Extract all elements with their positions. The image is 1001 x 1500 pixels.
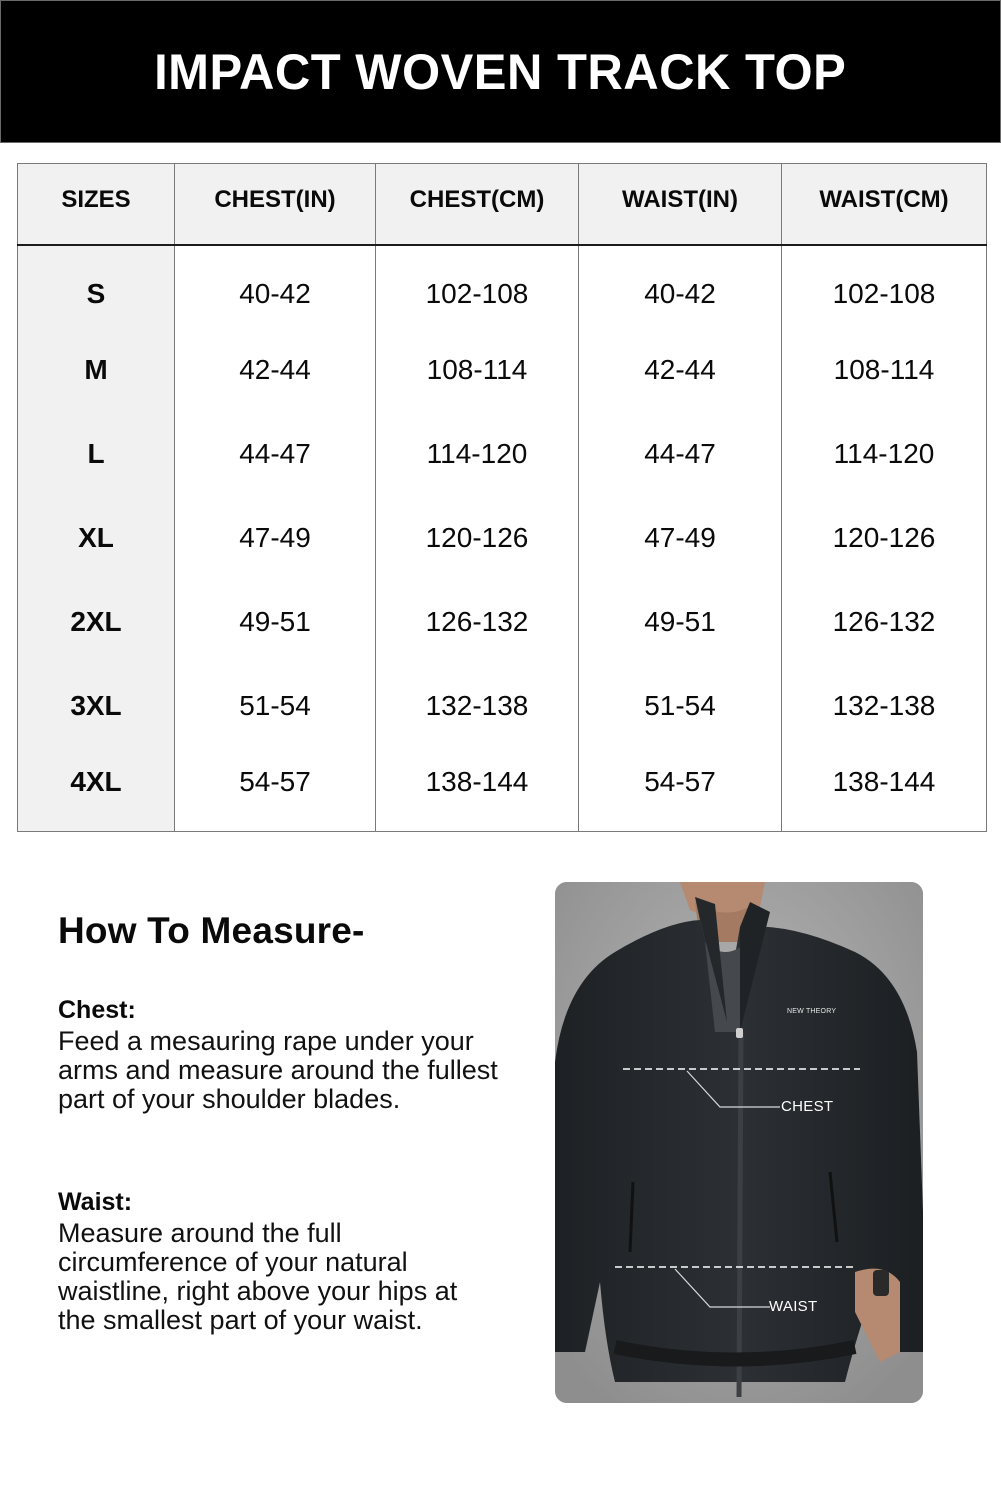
jacket-illustration: [555, 882, 923, 1403]
waist-in-cell: 44-47: [579, 412, 782, 496]
chest-description: Feed a mesauring rape under your arms and measure around the fullest part of your shoulder blades.: [58, 1026, 498, 1114]
waist-in-cell: 42-44: [579, 328, 782, 412]
size-cell: L: [18, 412, 175, 496]
jacket-model-photo: [555, 882, 923, 1403]
waist-in-cell: 51-54: [579, 664, 782, 748]
table-row: [18, 580, 987, 664]
table-row: [18, 664, 987, 748]
column-header-chest-cm: CHEST(CM): [376, 164, 579, 245]
waist-in-cell: 54-57: [579, 748, 782, 832]
chest-cm-cell: 114-120: [376, 412, 579, 496]
waist-cm-cell: 132-138: [782, 664, 987, 748]
waist-instructions: [58, 1188, 528, 1335]
chest-in-cell: 42-44: [175, 328, 376, 412]
waist-in-cell: 40-42: [579, 245, 782, 329]
chest-in-cell: 54-57: [175, 748, 376, 832]
chest-in-cell: 47-49: [175, 496, 376, 580]
waist-cm-cell: 126-132: [782, 580, 987, 664]
chest-in-cell: 44-47: [175, 412, 376, 496]
waist-cm-cell: 108-114: [782, 328, 987, 412]
waist-label-overlay: WAIST: [769, 1298, 818, 1315]
column-header-waist-in: WAIST(IN): [579, 164, 782, 245]
waist-in-cell: 47-49: [579, 496, 782, 580]
table-row: [18, 412, 987, 496]
chest-in-cell: 51-54: [175, 664, 376, 748]
brand-logo: NEW THEORY: [787, 1008, 837, 1015]
zipper-line: [739, 1032, 741, 1397]
waist-cm-cell: 120-126: [782, 496, 987, 580]
title-banner: [0, 0, 1001, 143]
column-header-waist-cm: WAIST(CM): [782, 164, 987, 245]
waist-cm-cell: 102-108: [782, 245, 987, 329]
size-cell: M: [18, 328, 175, 412]
table-row: [18, 245, 987, 329]
column-header-chest-in: CHEST(IN): [175, 164, 376, 245]
chest-label: Chest:: [58, 996, 136, 1024]
table-header-row: [18, 164, 987, 245]
waist-description: Measure around the full circumference of your natural waistline, right above your hips at the smallest part of your waist.: [58, 1218, 458, 1335]
size-chart-table: [17, 163, 987, 832]
page-title: IMPACT WOVEN TRACK TOP: [154, 43, 847, 100]
chest-cm-cell: 132-138: [376, 664, 579, 748]
chest-cm-cell: 126-132: [376, 580, 579, 664]
table-row: [18, 496, 987, 580]
zipper-pull: [736, 1028, 743, 1038]
waist-label: Waist:: [58, 1188, 133, 1216]
watch-icon: [873, 1270, 889, 1296]
size-cell: S: [18, 245, 175, 329]
chest-in-cell: 49-51: [175, 580, 376, 664]
chest-cm-cell: 138-144: [376, 748, 579, 832]
size-cell: 4XL: [18, 748, 175, 832]
waist-cm-cell: 114-120: [782, 412, 987, 496]
table-row: [18, 748, 987, 832]
waist-in-cell: 49-51: [579, 580, 782, 664]
table-row: [18, 328, 987, 412]
chest-instructions: [58, 996, 528, 1114]
size-cell: 3XL: [18, 664, 175, 748]
size-cell: 2XL: [18, 580, 175, 664]
waist-cm-cell: 138-144: [782, 748, 987, 832]
column-header-sizes: SIZES: [18, 164, 175, 245]
chest-label-overlay: CHEST: [781, 1098, 834, 1115]
how-to-measure-heading: How To Measure-: [58, 910, 365, 951]
chest-cm-cell: 102-108: [376, 245, 579, 329]
chest-in-cell: 40-42: [175, 245, 376, 329]
size-cell: XL: [18, 496, 175, 580]
chest-cm-cell: 120-126: [376, 496, 579, 580]
how-to-measure-section: [58, 910, 528, 1335]
chest-cm-cell: 108-114: [376, 328, 579, 412]
